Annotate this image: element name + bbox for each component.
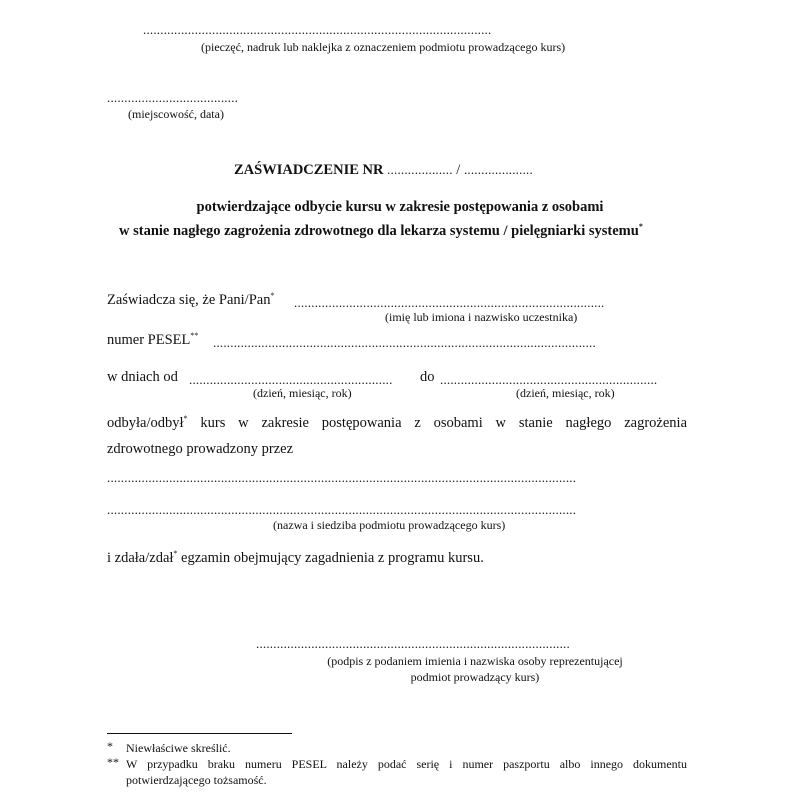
provider-field-2[interactable]: ........................................................................................................................................ bbox=[107, 502, 577, 517]
number-slash: / bbox=[456, 162, 461, 178]
participant-name-field[interactable]: .......................................................................................... bbox=[294, 295, 605, 310]
date-from-caption: (dzień, miesiąc, rok) bbox=[253, 386, 352, 400]
certify-footnote-mark: * bbox=[270, 291, 275, 301]
completed-course-line-2: zdrowotnego prowadzony przez bbox=[107, 441, 294, 457]
footnote-2-mark: ** bbox=[107, 755, 119, 769]
subtitle-line-2 bbox=[119, 223, 643, 240]
exam-statement bbox=[107, 550, 484, 567]
provider-field-1[interactable]: ........................................................................................................................................ bbox=[107, 470, 577, 485]
to-label: do bbox=[420, 369, 435, 385]
subtitle-line-2-text: w stanie nagłego zagrożenia zdrowotnego dla lekarza systemu / pielęgniarki systemu bbox=[119, 223, 639, 239]
date-to-field[interactable]: ............................................................... bbox=[440, 372, 658, 387]
participant-name-caption: (imię lub imiona i nazwisko uczestnika) bbox=[385, 310, 578, 324]
pesel-label bbox=[107, 332, 198, 349]
pesel-footnote-mark: ** bbox=[190, 331, 199, 341]
signature-caption-line-1: (podpis z podaniem imienia i nazwiska osoby reprezentującej bbox=[327, 654, 623, 668]
signature-field[interactable]: ........................................................................................... bbox=[256, 636, 570, 651]
completed-course-line-1 bbox=[107, 415, 687, 432]
pesel-label-text: numer PESEL bbox=[107, 332, 191, 348]
exam-footnote-mark: * bbox=[173, 549, 178, 559]
footnote-1-mark: * bbox=[107, 739, 113, 753]
place-date-caption: (miejscowość, data) bbox=[128, 107, 224, 121]
stamp-dots: ..................................................................................................... bbox=[143, 22, 492, 37]
subtitle-line-1: potwierdzające odbycie kursu w zakresie postępowania z osobami bbox=[196, 199, 604, 215]
from-label: w dniach od bbox=[107, 369, 178, 385]
footnote-2-line-2: potwierdzającego tożsamość. bbox=[126, 773, 267, 787]
certify-label bbox=[107, 292, 274, 309]
completed-text: kurs w zakresie postępowania z osobami w stanie nagłego zagrożenia bbox=[200, 415, 687, 431]
footnote-2-line-1: W przypadku braku numeru PESEL należy podać serię i numer paszportu albo innego dokumentu bbox=[126, 757, 687, 771]
certificate-title bbox=[234, 162, 533, 179]
signature-caption-line-2: podmiot prowadzący kurs) bbox=[410, 670, 540, 684]
completed-label: odbyła/odbył bbox=[107, 415, 184, 431]
footnote-divider bbox=[107, 733, 292, 734]
exam-text: egzamin obejmujący zagadnienia z programu kursu. bbox=[181, 550, 484, 566]
title-text: ZAŚWIADCZENIE NR bbox=[234, 162, 384, 178]
number-dots-2: .................... bbox=[463, 162, 533, 177]
stamp-caption: (pieczęć, nadruk lub naklejka z oznaczeniem podmiotu prowadzącego kurs) bbox=[201, 40, 566, 54]
date-from-field[interactable]: ........................................................... bbox=[189, 372, 393, 387]
completed-footnote-mark: * bbox=[183, 414, 188, 424]
certify-label-text: Zaświadcza się, że Pani/Pan bbox=[107, 292, 271, 308]
number-dots-1: ................... bbox=[387, 162, 453, 177]
exam-label: i zdała/zdał bbox=[107, 550, 174, 566]
pesel-field[interactable]: ............................................................................................................... bbox=[213, 335, 596, 350]
date-to-caption: (dzień, miesiąc, rok) bbox=[516, 386, 615, 400]
subtitle-footnote-mark: * bbox=[638, 222, 643, 232]
footnote-1-text: Niewłaściwe skreślić. bbox=[126, 741, 231, 755]
provider-caption: (nazwa i siedziba podmiotu prowadzącego kurs) bbox=[273, 518, 506, 532]
place-date-dots: ...................................... bbox=[107, 90, 239, 105]
